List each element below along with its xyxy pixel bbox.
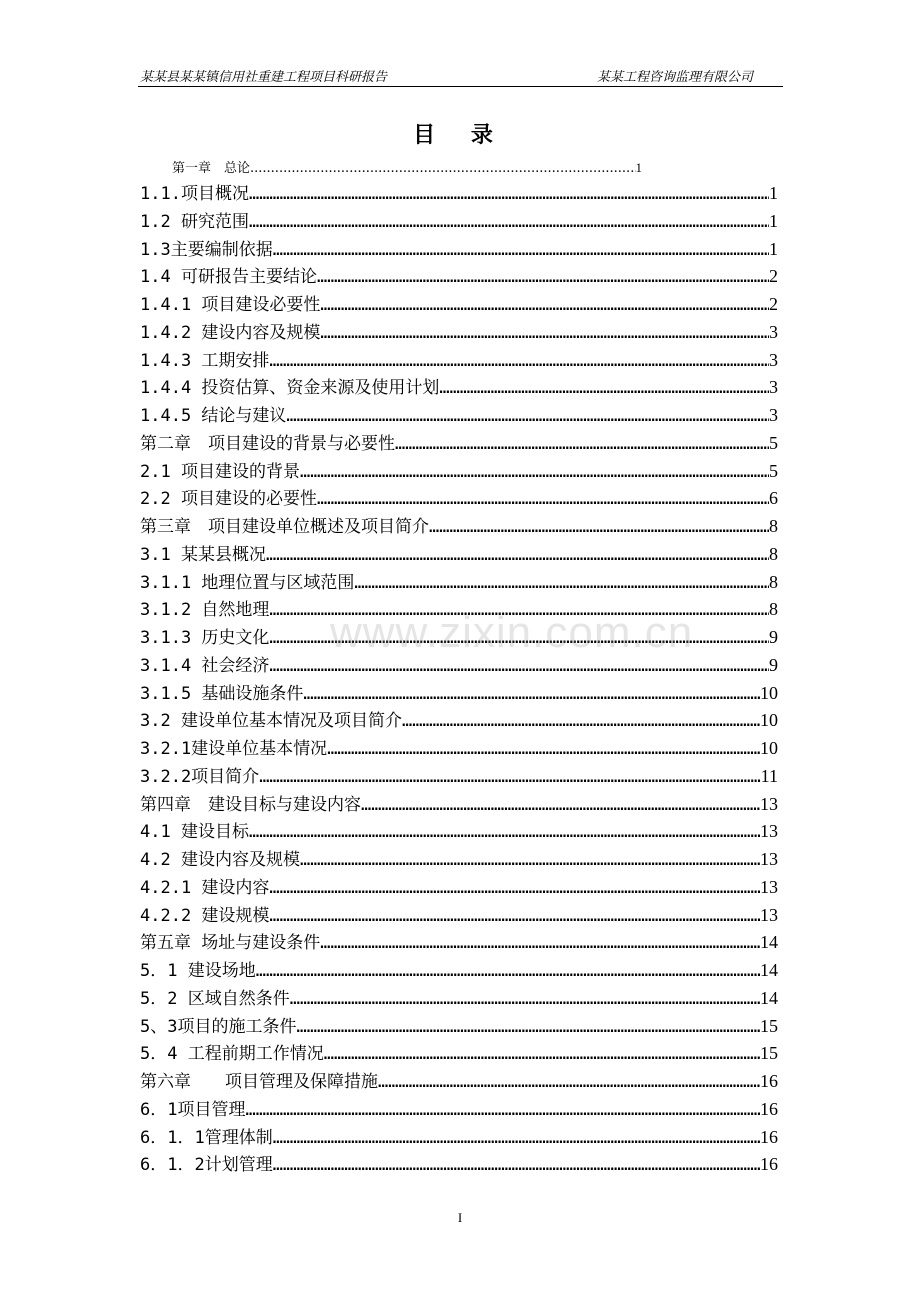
toc-leader-dots <box>429 517 769 537</box>
toc-leader-dots <box>286 406 769 426</box>
header-report-title: 某某县某某镇信用社重建工程项目科研报告 <box>140 70 388 85</box>
toc-entry-label: 6．1项目管理 <box>140 1099 246 1120</box>
toc-entry-page: 16 <box>760 1071 778 1091</box>
toc-entry-label: 第二章 项目建设的背景与必要性 <box>140 433 395 454</box>
toc-leader-dots <box>249 184 769 204</box>
toc-entry-page: 14 <box>760 960 778 980</box>
toc-entry[interactable] <box>140 900 778 926</box>
toc-entry[interactable] <box>140 428 778 454</box>
toc-leader-dots <box>269 878 760 898</box>
toc-entry-label: 5．4 工程前期工作情况 <box>140 1044 324 1065</box>
toc-entry-label: 1.4.1 项目建设必要性 <box>140 295 321 315</box>
toc-entry[interactable] <box>140 844 778 870</box>
toc-entry-label: 3.1.3 历史文化 <box>140 628 270 648</box>
toc-entry-page: 13 <box>760 821 778 842</box>
toc-entry-page: 8 <box>769 543 778 564</box>
toc-leader-dots <box>320 323 769 343</box>
toc-leader-dots <box>269 906 760 926</box>
toc-entry-label: 3.1.4 社会经济 <box>140 655 270 676</box>
toc-entry-label: 3.2.2项目简介 <box>140 766 260 787</box>
toc-entry-label: 2.2 项目建设的必要性 <box>140 489 317 510</box>
toc-entry-label: 5．2 区域自然条件 <box>140 988 290 1009</box>
toc-entry[interactable] <box>140 927 778 953</box>
toc-entry[interactable] <box>140 1011 778 1037</box>
toc-entry-label: 4.2.1 建设内容 <box>140 877 270 898</box>
toc-entry[interactable] <box>172 156 642 176</box>
toc-entry-page: 11 <box>760 765 778 786</box>
toc-entry[interactable] <box>140 705 778 731</box>
toc-entry-label: 6．1．2计划管理 <box>140 1155 273 1176</box>
toc-entry-page: 14 <box>760 932 778 953</box>
toc-entry-page: 13 <box>760 904 778 925</box>
toc-entry[interactable] <box>140 955 778 981</box>
toc-entry[interactable] <box>140 539 778 565</box>
toc-entry[interactable] <box>140 789 778 815</box>
toc-leader-dots <box>378 1072 760 1092</box>
toc-leader-dots <box>439 378 769 398</box>
toc-leader-dots <box>273 1128 760 1148</box>
toc-entry-page: 10 <box>760 710 778 731</box>
toc-entry-label: 第一章 总论 <box>172 161 251 176</box>
toc-leader-dots <box>269 656 769 676</box>
toc-entry-page: 8 <box>769 599 778 620</box>
toc-entry-label: 4.1 建设目标 <box>140 822 249 843</box>
toc-entry[interactable] <box>140 1066 778 1092</box>
toc-leader-dots <box>269 628 769 648</box>
page-number-footer: I <box>457 1210 463 1225</box>
toc-entry[interactable] <box>140 483 778 509</box>
toc-leader-dots <box>273 240 769 260</box>
toc-entry-page: 1 <box>769 238 778 259</box>
toc-entry[interactable] <box>140 1094 778 1120</box>
toc-entry[interactable] <box>140 289 778 315</box>
toc-leader-dots <box>290 989 760 1009</box>
toc-entry-label: 2.1 项目建设的背景 <box>140 461 300 482</box>
toc-entry[interactable] <box>140 872 778 898</box>
toc-entry-page: 13 <box>760 793 778 814</box>
header-company-name: 某某工程咨询监理有限公司 <box>596 70 753 85</box>
toc-entry-page: 15 <box>760 1015 778 1036</box>
toc-entry-label: 5、3项目的施工条件 <box>140 1016 297 1037</box>
toc-leader-dots <box>320 933 760 953</box>
toc-leader-dots <box>327 739 760 759</box>
toc-entry[interactable] <box>140 622 778 648</box>
toc-entry[interactable] <box>140 983 778 1009</box>
toc-leader-dots <box>300 850 760 870</box>
toc-entry[interactable] <box>140 650 778 676</box>
toc-entry-label: 第三章 项目建设单位概述及项目简介 <box>140 517 429 537</box>
toc-entry-label: 4.2 建设内容及规模 <box>140 850 300 870</box>
toc-entry-page: 1 <box>769 210 778 231</box>
toc-entry-page: 2 <box>769 294 778 314</box>
toc-entry[interactable] <box>140 816 778 842</box>
toc-entry[interactable] <box>140 1038 778 1064</box>
toc-leader-dots <box>303 684 760 704</box>
toc-entry[interactable] <box>140 206 778 232</box>
toc-leader-dots <box>324 1044 760 1064</box>
toc-entry[interactable] <box>140 400 778 426</box>
toc-entry-label: 3.2 建设单位基本情况及项目简介 <box>140 711 402 732</box>
toc-entry-page: 3 <box>769 321 778 342</box>
toc-entry-page: 9 <box>769 654 778 675</box>
toc-leader-dots <box>361 795 760 815</box>
toc-entry-label: 第六章 项目管理及保障措施 <box>140 1072 378 1092</box>
toc-entry[interactable] <box>140 761 778 787</box>
toc-entry-page: 16 <box>760 1126 778 1147</box>
toc-entry-page: 16 <box>760 1098 778 1119</box>
toc-entry-page: 10 <box>760 738 778 758</box>
toc-entry-page: 1 <box>769 183 778 203</box>
toc-title: 目 录 <box>413 122 507 148</box>
toc-entry-page: 13 <box>760 876 778 897</box>
toc-leader-dots <box>354 573 769 593</box>
toc-entry-page: 14 <box>760 987 778 1008</box>
toc-entry[interactable] <box>140 1149 778 1175</box>
toc-entry[interactable] <box>140 567 778 593</box>
toc-entry-label: 3.1 某某县概况 <box>140 544 266 565</box>
page-header <box>138 64 783 87</box>
toc-entry-page: 5 <box>769 460 778 481</box>
toc-entry[interactable] <box>140 372 778 398</box>
toc-entry-page: 8 <box>769 571 778 592</box>
toc-entry-page: 9 <box>769 627 778 647</box>
toc-leader-dots <box>269 600 769 620</box>
toc-entry-label: 3.2.1建设单位基本情况 <box>140 739 328 759</box>
toc-entry-page: 1 <box>635 160 642 175</box>
toc-entry[interactable] <box>140 678 778 704</box>
toc-leader-dots <box>249 822 760 842</box>
toc-leader-dots <box>317 267 769 287</box>
toc-leader-dots <box>245 1100 760 1120</box>
toc-entry-page: 2 <box>769 266 778 287</box>
toc-entry[interactable] <box>140 178 778 204</box>
toc-entry-label: 6．1．1管理体制 <box>140 1127 273 1148</box>
toc-leader-dots <box>273 1155 760 1175</box>
toc-leader-dots <box>320 295 769 315</box>
toc-entry-label: 1.4 可研报告主要结论 <box>140 267 317 288</box>
toc-entry[interactable] <box>140 345 778 371</box>
toc-leader-dots <box>259 767 760 787</box>
toc-entry[interactable] <box>140 456 778 482</box>
toc-entry[interactable] <box>140 261 778 287</box>
toc-entry-label: 3.1.5 基础设施条件 <box>140 683 304 704</box>
toc-entry-page: 8 <box>769 516 778 536</box>
toc-entry-page: 13 <box>760 849 778 869</box>
toc-entry-label: 3.1.2 自然地理 <box>140 600 270 621</box>
toc-entry-label: 1.3主要编制依据 <box>140 239 273 260</box>
toc-leader-dots <box>395 434 769 454</box>
toc-leader-dots <box>402 711 760 731</box>
toc-entry-page: 6 <box>769 488 778 509</box>
toc-entry[interactable] <box>140 511 778 537</box>
toc-leader-dots <box>256 961 760 981</box>
toc-entry-page: 10 <box>760 682 778 703</box>
toc-entry-label: 1.1.项目概况 <box>140 184 249 204</box>
toc-entry-label: 4.2.2 建设规模 <box>140 905 270 926</box>
toc-entry-label: 5．1 建设场地 <box>140 961 256 981</box>
toc-entry-label: 1.4.2 建设内容及规模 <box>140 322 321 343</box>
toc-entry-label: 第四章 建设目标与建设内容 <box>140 794 361 815</box>
toc-entry-label: 1.4.5 结论与建议 <box>140 406 287 426</box>
toc-leader-dots <box>249 212 769 232</box>
toc-entry-page: 15 <box>760 1043 778 1064</box>
toc-leader-dots <box>317 489 769 509</box>
toc-entry[interactable] <box>140 234 778 260</box>
toc-entry[interactable] <box>140 594 778 620</box>
toc-entry-page: 3 <box>769 377 778 398</box>
toc-leader-dots <box>296 1017 760 1037</box>
toc-entry-page: 3 <box>769 405 778 425</box>
toc-entry[interactable] <box>140 733 778 759</box>
toc-entry-label: 1.2 研究范围 <box>140 211 249 232</box>
toc-entry-page: 16 <box>760 1154 778 1175</box>
toc-leader-dots <box>266 545 769 565</box>
toc-leader-dots <box>269 351 769 371</box>
toc-entry[interactable] <box>140 317 778 343</box>
watermark: www.zixin.com.cn <box>330 608 694 657</box>
toc-leader-dots <box>250 161 635 176</box>
toc-entry-label: 1.4.3 工期安排 <box>140 350 270 371</box>
toc-entry-page: 5 <box>769 432 778 453</box>
toc-entry-page: 3 <box>769 349 778 370</box>
toc-entry-label: 1.4.4 投资估算、资金来源及使用计划 <box>140 378 440 399</box>
toc-leader-dots <box>300 462 769 482</box>
toc-entry[interactable] <box>140 1122 778 1148</box>
toc-entry-label: 3.1.1 地理位置与区域范围 <box>140 572 355 593</box>
toc-entry-label: 第五章 场址与建设条件 <box>140 933 321 954</box>
